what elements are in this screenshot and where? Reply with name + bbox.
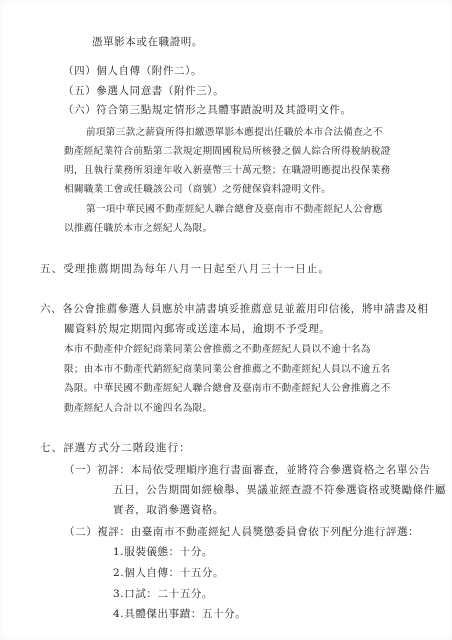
sec6-line-2: 關資料於規定期間內郵寄或送達本局，逾期不予受理。 xyxy=(64,323,331,335)
sec4-item-4: （四）個人自傳（附件二）。 xyxy=(63,65,203,77)
sec4-para1-line-2: 動產經紀業符合前點第二款規定期間國稅局所核發之個人綜合所得稅納稅證 xyxy=(64,146,391,157)
sec6-line-5: 為限。中華民國不動產經紀人聯合總會及臺南市不動產經紀人公會推薦之不 xyxy=(64,383,391,394)
score-item-2: 2.個人自傳：十五分。 xyxy=(113,567,225,579)
sec6-line-6: 動產經紀人合計以不逾四名為限。 xyxy=(64,403,213,414)
sec7-heading: 七、評選方式分二階段進行： xyxy=(40,442,191,454)
sec7-first-stage-line-3: 實者，取消參選資格。 xyxy=(113,504,224,516)
score-item-3: 3.口試：二十五分。 xyxy=(113,588,214,600)
sec4-para1-line-1: 前項第三款之薪資所得扣繳憑單影本應提出任職於本市合法備查之不 xyxy=(86,127,383,138)
sec4-item-5: （五）參選人同意書（附件三）。 xyxy=(63,85,225,97)
score-item-1: 1.服裝儀態：十分。 xyxy=(113,546,214,558)
score-item-4: 4.具體傑出事蹟：五十分。 xyxy=(113,608,247,620)
sec5-heading: 五、受理推薦期間為每年八月一日起至八月三十一日止。 xyxy=(40,263,330,275)
sec4-para2-line-1: 第一項中華民國不動產經紀人聯合總會及臺南市不動產經紀人公會應 xyxy=(86,204,383,215)
sec7-first-stage-line-1: （一）初評：本局依受理順序進行書面審查，並將符合參選資格之名單公告 xyxy=(64,464,431,476)
sec4-para2-line-2: 以推薦任職於本市之經紀人為限。 xyxy=(64,223,213,234)
sec4-para1-line-3: 明，且執行業務所須達年收入新臺幣三十萬元整；在職證明應提出投保業務 xyxy=(64,165,391,176)
sec7-second-stage: （二）複評：由臺南市不動產經紀人員獎懲委員會依下列配分進行評選： xyxy=(64,526,420,538)
sec6-line-3: 本市不動產仲介經紀商業同業公會推薦之不動產經紀人員以不逾十名為 xyxy=(64,344,371,355)
sec6-line-1: 六、各公會推薦參選人員應於申請書填妥推薦意見並蓋用印信後，將申請書及相 xyxy=(40,303,429,315)
sec4-continued-line: 憑單影本或在職證明。 xyxy=(92,36,203,48)
sec7-first-stage-line-2: 五日，公告期間如經檢舉、異議並經查證不符參選資格或獎勵條件屬 xyxy=(113,484,446,496)
sec4-para1-line-4: 相關職業工會或任職該公司（商號）之勞健保資料證明文件。 xyxy=(64,184,332,195)
sec4-item-6: （六）符合第三點規定情形之具體事蹟說明及其證明文件。 xyxy=(63,104,352,116)
sec6-line-4: 限；由本市不動產代銷經紀商業同業公會推薦之不動產經紀人員以不逾五名 xyxy=(64,364,391,375)
